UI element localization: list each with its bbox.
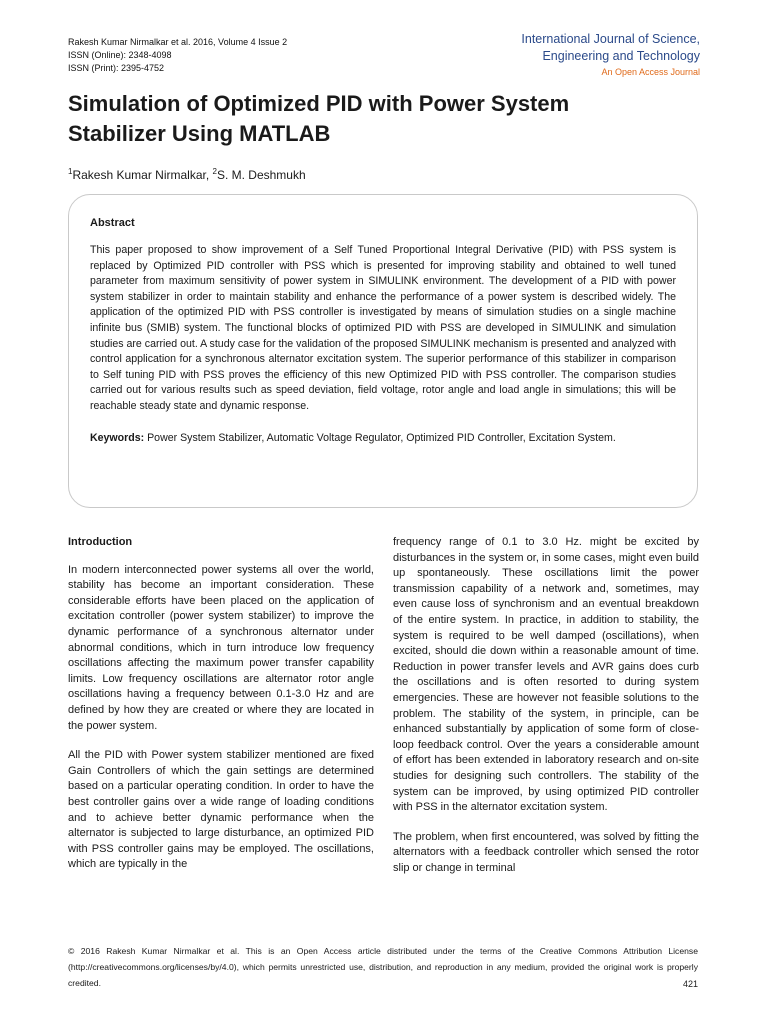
- left-column: [68, 535, 374, 887]
- author1-affiliation: 1: [68, 167, 73, 176]
- issn-online: ISSN (Online): 2348-4098: [68, 50, 172, 60]
- author2-affiliation: 2: [212, 167, 217, 176]
- keywords-list: Power System Stabilizer, Automatic Voltage Regulator, Optimized PID Controller, Excitation System.: [144, 431, 616, 444]
- section-heading-introduction: Introduction: [68, 536, 133, 548]
- right-column: [393, 535, 699, 890]
- abstract-text: This paper proposed to show improvement of a Self Tuned Proportional Integral Derivative (PID) with PSS system is replaced by Optimized PID controller with PSS which is presented for improving stability and obtained to well tuned parameter from maximum sensitivity of power system in SIMULINK environment. The development of a PID with power system stabilizer in order to maintain stability and enhance the performance of a power system is described widely. The application of the optimized PID with PSS controller is investigated by means of simulation studies on a single machine infinite bus (SMIB) system. The functional blocks of optimized PID with PSS are developed in SIMULINK and simulation studies are carried out. A study case for the validation of the proposed SIMULINK mechanism is presented and analyzed with control application for a synchronous alternator excitation system. The superior performance of this stabilizer in comparison to Self tuning PID with PSS proves the efficiency of this new Optimized PID with PSS controller. The comparison studies carried out for various results such as speed deviation, field voltage, rotor angle and load angle in simulations; this will be reachable steady state and dynamic response.: [90, 244, 676, 412]
- paragraph: All the PID with Power system stabilizer mentioned are fixed Gain Controllers of which the gain settings are determined based on a particular operating condition. In order to have the best controller gains over a wide range of loading conditions and to achieve better dynamic performance when the alternator is subjected to large disturbance, an optimized PID with PSS controller gains may be employed. The oscillations, which are typically in the: [68, 749, 374, 871]
- license-footer: © 2016 Rakesh Kumar Nirmalkar et al. This is an Open Access article distributed under the terms of the Creative Commons Attribution License (http://creativecommons.org/licenses/by/4.0), which permits unrestricted use, distribution, and reproduction in any medium, provided the original work is properly credited.: [68, 946, 698, 988]
- author1-name: Rakesh Kumar Nirmalkar,: [72, 168, 213, 182]
- paragraph: The problem, when first encountered, was solved by fitting the alternators with a feedback controller which sensed the rotor slip or change in terminal: [393, 830, 699, 874]
- keywords-label: Keywords:: [90, 431, 145, 444]
- journal-name-line1: International Journal of Science,: [521, 32, 700, 46]
- citation-block: [68, 36, 287, 75]
- journal-name-block: [380, 31, 700, 79]
- issn-print: ISSN (Print): 2395-4752: [68, 63, 165, 73]
- paragraph: In modern interconnected power systems all over the world, stability has become an important consideration. These considerable efforts have been placed on the application of excitation controller (power system stabilizer) to improve the dynamic performance of a synchronous alternator under abnormal conditions, which in turn introduce low frequency oscillations affecting the maximum power transfer capability limits. Low frequency oscillations are alternator rotor angle oscillations having a frequency between 0.1-3.0 Hz and are defined by how they are created or where they are located in the power system.: [68, 563, 374, 732]
- abstract-heading: Abstract: [90, 217, 135, 229]
- page-number: 421: [682, 979, 698, 989]
- paper-title-line1: Simulation of Optimized PID with Power System: [68, 91, 570, 116]
- paragraph: frequency range of 0.1 to 3.0 Hz. might be excited by disturbances in the system or, in some cases, might even build up spontaneously. These oscillations limit the power transmission capability of a network and, sometimes, may even cause loss of synchronism and an eventual breakdown of the entire system. In practice, in addition to stability, the system is required to be well damped (oscillations), when excited, should die down within a reasonable amount of time. Reduction in power transfer levels and AVR gains does curb the oscillations and is often resorted to during system emergencies. These are however not feasible solutions to the problem. The stability of the system, in principle, can be enhanced substantially by application of some form of close-loop feedback control. Over the years a considerable amount of effort has been extended in laboratory research and on-site studies for designing such controllers. The stability of the system can be improved, by using optimized PID controller with PSS in the alternator excitation system.: [393, 536, 699, 814]
- author2-name: S. M. Deshmukh: [216, 168, 306, 182]
- paper-title: [68, 89, 700, 149]
- citation-line: Rakesh Kumar Nirmalkar et al. 2016, Volume 4 Issue 2: [68, 37, 288, 47]
- journal-name-line2: Engineering and Technology: [542, 49, 700, 63]
- abstract-box: [68, 194, 698, 508]
- author-list: [68, 164, 306, 183]
- keywords: [90, 431, 676, 447]
- paper-title-line2: Stabilizer Using MATLAB: [68, 121, 331, 146]
- open-access-tag: An Open Access Journal: [601, 67, 700, 77]
